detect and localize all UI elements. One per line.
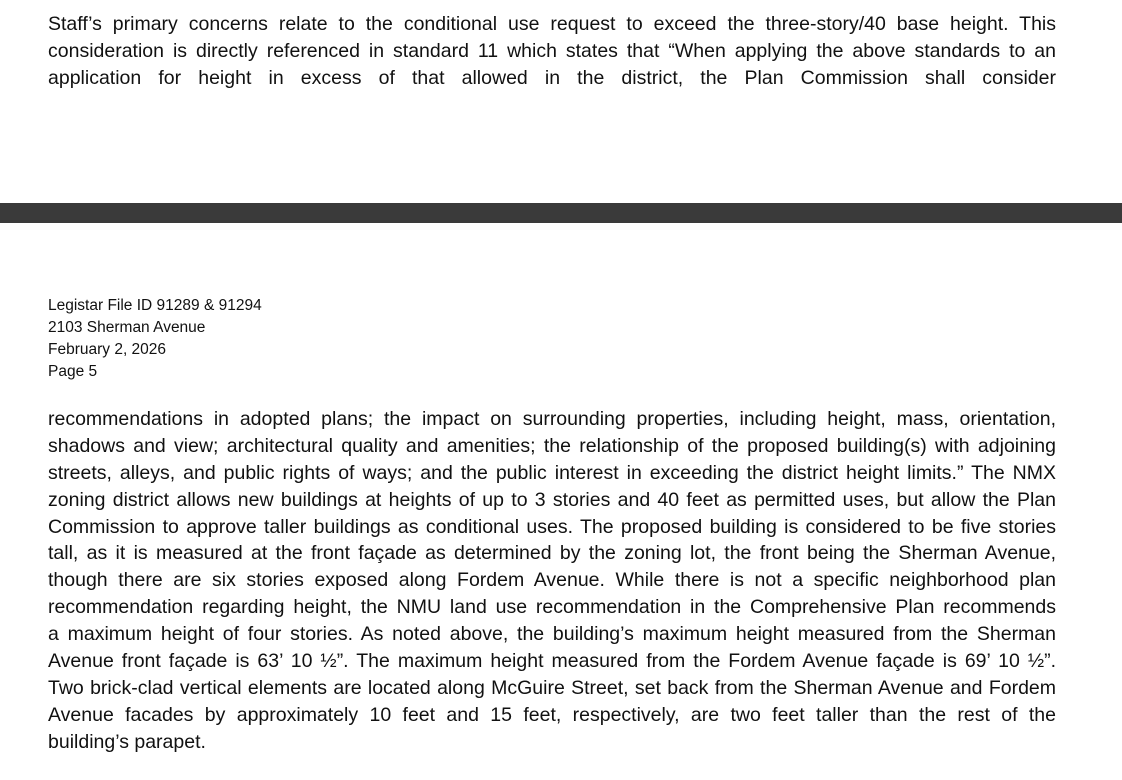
body-line: Two brick-clad vertical elements are located along McGuire Street, set back from the Sherman Avenue and Fordem [48, 676, 1056, 699]
body-line: recommendation regarding height, the NMU land use recommendation in the Comprehensive Plan recommends [48, 596, 1056, 619]
body-line: building’s parapet. [48, 730, 206, 753]
file-id: Legistar File ID 91289 & 91294 [48, 297, 262, 314]
body-line: a maximum height of four stories. As noted above, the building’s maximum height measured from the Sherman [48, 623, 1056, 646]
address: 2103 Sherman Avenue [48, 319, 206, 336]
body-line: shadows and view; architectural quality and amenities; the relationship of the proposed building(s) with adjoining [48, 434, 1056, 457]
body-line: Avenue front façade is 63’ 10 ½”. The maximum height measured from the Fordem Avenue façade is 69’ 10 ½”. [48, 650, 1056, 673]
page-header [48, 295, 262, 383]
continued-paragraph: Staff’s primary concerns relate to the conditional use request to exceed the three-story/40 base height. This consideration is directly referenced in standard 11 which states that “When applying the above standards to an application for height in excess of that allowed in the district, the Plan Commission shall consider [48, 13, 1056, 89]
date: February 2, 2026 [48, 341, 167, 358]
page-break-divider [0, 203, 1122, 223]
body-line: tall, as it is measured at the front façade as determined by the zoning lot, the front being the Sherman Avenue, [48, 542, 1056, 565]
body-line: though there are six stories exposed along Fordem Avenue. While there is not a specific neighborhood plan [48, 569, 1056, 592]
body-paragraph [48, 406, 1056, 756]
body-line: zoning district allows new buildings at heights of up to 3 stories and 40 feet as permitted uses, but allow the Plan [48, 488, 1056, 511]
body-line: Avenue facades by approximately 10 feet and 15 feet, respectively, are two feet taller than the rest of the [48, 703, 1056, 726]
body-line: Commission to approve taller buildings as conditional uses. The proposed building is considered to be five stories [48, 515, 1056, 538]
page-number: Page 5 [48, 363, 98, 380]
body-line: streets, alleys, and public rights of ways; and the public interest in exceeding the district height limits.” The NMX [48, 461, 1056, 484]
page-4-bottom [0, 0, 1122, 203]
body-line: recommendations in adopted plans; the impact on surrounding properties, including height, mass, orientation, [48, 408, 1056, 430]
